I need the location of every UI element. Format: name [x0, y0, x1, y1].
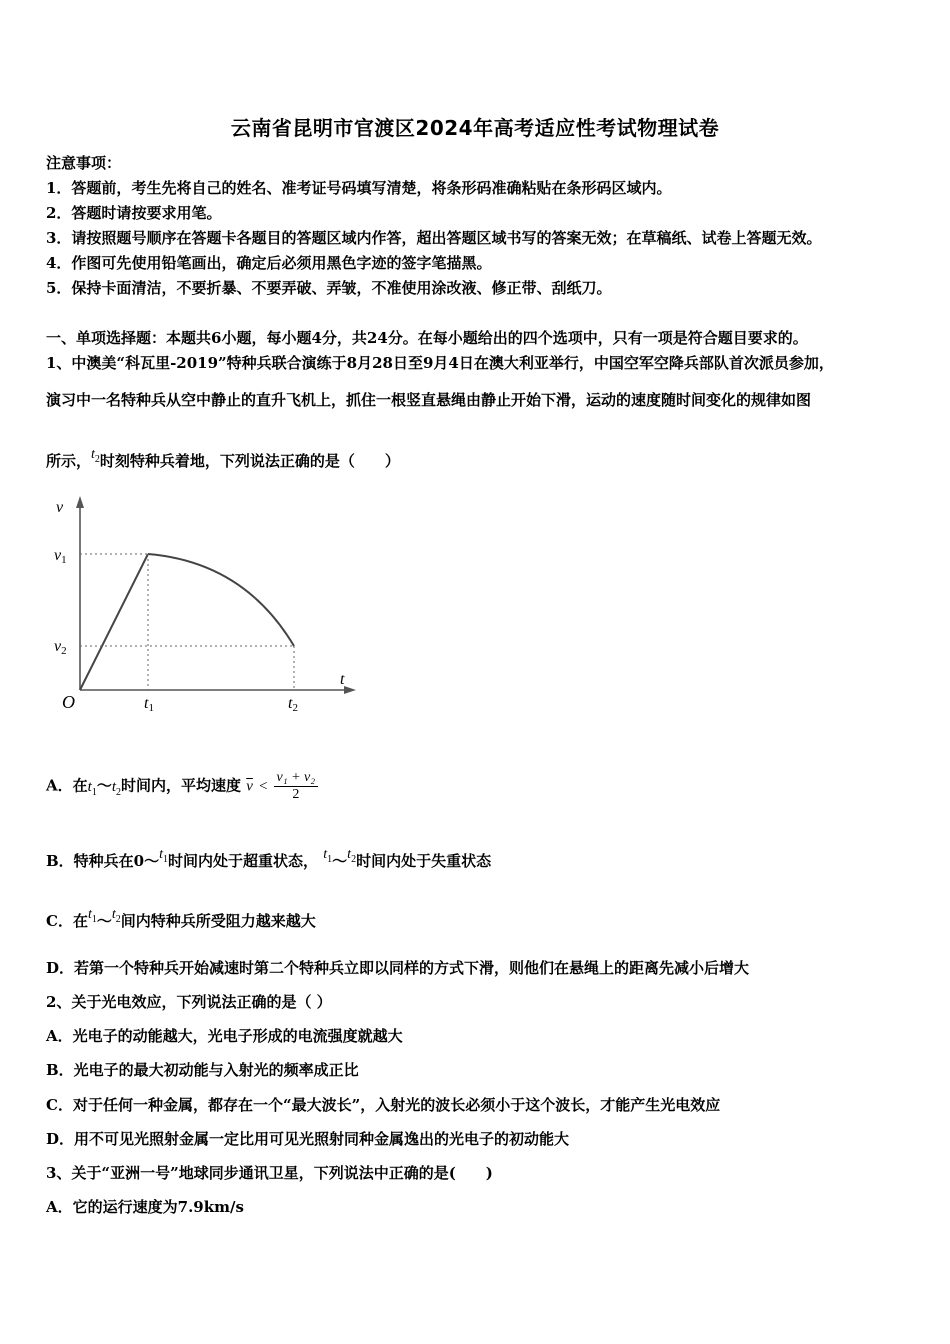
- q1-stem-line3: [46, 447, 400, 473]
- v-axis-arrow: [76, 496, 84, 508]
- accel-segment: [80, 554, 148, 690]
- t1-symbol: $t_1$: [323, 847, 333, 865]
- q1-stem-line3-end: 时刻特种兵着地，下列说法正确的是（ ）: [99, 452, 400, 470]
- q2-stem: 2、关于光电效应，下列说法正确的是（ ）: [46, 993, 332, 1011]
- v-axis-label: v: [56, 499, 64, 516]
- fraction: $\frac{\text{v₁ + v₂}}{2}$: [274, 770, 319, 803]
- q3-stem: 3、关于“亚洲一号”地球同步通讯卫星，下列说法中正确的是( ): [46, 1164, 493, 1182]
- q1-stem-line3-start: 所示，: [46, 452, 92, 470]
- q1-option-a: A．在$t_1\sim t_2$时间内，平均速度 $\overline{v}$ < $\frac{\text{v₁ + v₂}}{2}$: [46, 770, 318, 803]
- notes-heading: 注意事项：: [46, 154, 122, 172]
- note-item: 2．答题时请按要求用笔。: [46, 204, 222, 222]
- t1-symbol: $t_1$: [87, 778, 97, 798]
- t2-symbol: $t_2$: [111, 907, 121, 925]
- t2-symbol: $t_2$: [91, 447, 100, 465]
- q2-option-a: A．光电子的动能越大，光电子形成的电流强度就越大: [46, 1027, 403, 1045]
- q1-option-d: D．若第一个特种兵开始减速时第二个特种兵立即以同样的方式下滑，则他们在悬绳上的距离先减小后增大: [46, 959, 750, 977]
- q3-option-a: A．它的运行速度为7.9km/s: [46, 1198, 244, 1216]
- q2-option-d: D．用不可见光照射金属一定比用可见光照射同种金属逸出的光电子的初动能大: [46, 1130, 570, 1148]
- q1-stem-line2: 演习中一名特种兵从空中静止的直升飞机上，抓住一根竖直悬绳由静止开始下滑，运动的速度随时间变化的规律如图: [46, 391, 812, 409]
- t1-label: t1: [144, 695, 154, 714]
- v1-label: v1: [54, 547, 67, 566]
- t2-symbol: $t_2$: [347, 847, 357, 865]
- t-axis-label: t: [340, 671, 345, 688]
- note-item: 3．请按照题号顺序在答题卡各题目的答题区域内作答，超出答题区域书写的答案无效；在草稿纸、试卷上答题无效。: [46, 229, 822, 247]
- origin-label: O: [62, 692, 75, 712]
- t2-label: t2: [288, 695, 298, 714]
- note-item: 4．作图可先使用铅笔画出，确定后必须用黑色字迹的签字笔描黑。: [46, 254, 492, 272]
- velocity-time-graph: [44, 490, 374, 720]
- q2-option-c: C．对于任何一种金属，都存在一个“最大波长”，入射光的波长必须小于这个波长，才能产生光电效应: [46, 1096, 721, 1114]
- note-item: 5．保持卡面清洁，不要折暴、不要弄破、弄皱，不准使用涂改液、修正带、刮纸刀。: [46, 279, 612, 297]
- v2-label: v2: [54, 638, 67, 657]
- avg-velocity-symbol: $\overline{v}$: [246, 778, 253, 795]
- page-title: 云南省昆明市官渡区2024年高考适应性考试物理试卷: [230, 116, 720, 140]
- t1-symbol: $t_1$: [87, 907, 97, 925]
- q1-option-c: C．在$t_1\sim t_2$间内特种兵所受阻力越来越大: [46, 907, 316, 930]
- t1-symbol: $t_1$: [159, 847, 169, 865]
- note-item: 1．答题前，考生先将自己的姓名、准考证号码填写清楚，将条形码准确粘贴在条形码区域内。: [46, 179, 672, 197]
- q1-stem-line1: 1、中澳美“科瓦里-2019”特种兵联合演练于8月28日至9月4日在澳大利亚举行，中国空军空降兵部队首次派员参加，: [46, 354, 834, 372]
- t2-symbol: $t_2$: [111, 778, 121, 798]
- q1-option-b: B．特种兵在$0\sim t_1$时间内处于超重状态， $t_1\sim t_2$时间内处于失重状态: [46, 847, 492, 870]
- section-heading: 一、单项选择题：本题共6小题，每小题4分，共24分。在每小题给出的四个选项中，只有一项是符合题目要求的。: [46, 329, 808, 347]
- t-axis-arrow: [344, 686, 356, 694]
- q2-option-b: B．光电子的最大初动能与入射光的频率成正比: [46, 1061, 359, 1079]
- decel-curve: [148, 554, 294, 646]
